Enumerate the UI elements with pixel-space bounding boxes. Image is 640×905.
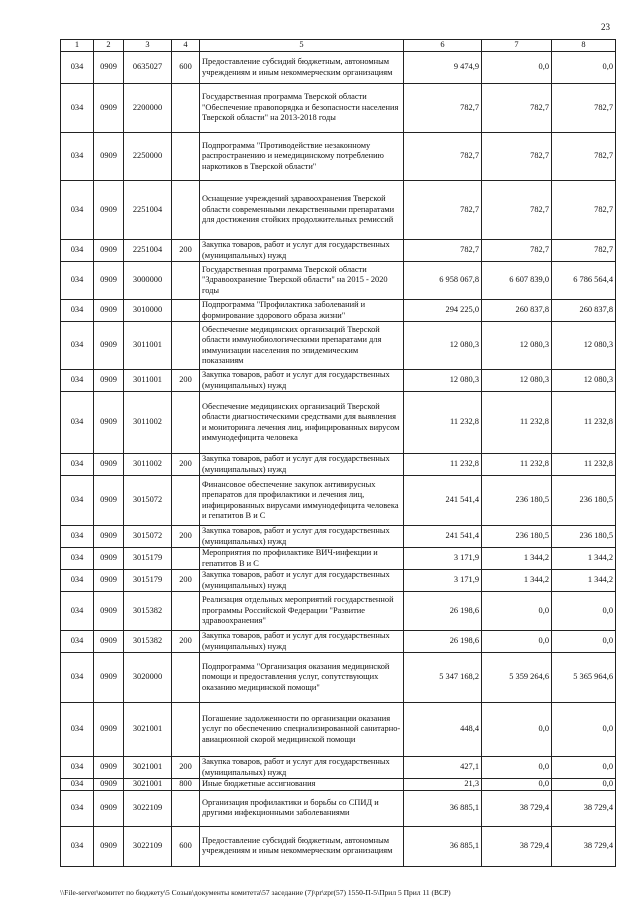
cell-section-code: 0909 xyxy=(94,262,124,300)
cell-amount-col6: 782,7 xyxy=(404,84,482,133)
cell-description: Предоставление субсидий бюджетным, автономным учреждениям и иным некоммерческим организациям xyxy=(200,826,404,866)
cell-ministry-code: 034 xyxy=(61,392,94,454)
table-row xyxy=(61,653,616,703)
cell-expense-type: 800 xyxy=(172,779,200,791)
cell-description: Закупка товаров, работ и услуг для государственных (муниципальных) нужд xyxy=(200,240,404,262)
cell-target-article: 2251004 xyxy=(124,240,172,262)
table-row xyxy=(61,454,616,476)
cell-target-article: 3015382 xyxy=(124,631,172,653)
cell-description: Подпрограмма "Профилактика заболеваний и формирование здорового образа жизни" xyxy=(200,300,404,322)
cell-amount-col8: 11 232,8 xyxy=(552,392,616,454)
cell-amount-col8: 12 080,3 xyxy=(552,370,616,392)
cell-ministry-code: 034 xyxy=(61,548,94,570)
cell-amount-col8: 782,7 xyxy=(552,133,616,181)
cell-ministry-code: 034 xyxy=(61,240,94,262)
table-row xyxy=(61,262,616,300)
table-row xyxy=(61,526,616,548)
cell-expense-type xyxy=(172,322,200,370)
table-row xyxy=(61,240,616,262)
cell-amount-col7: 0,0 xyxy=(482,703,552,757)
cell-description: Закупка товаров, работ и услуг для государственных (муниципальных) нужд xyxy=(200,570,404,592)
cell-ministry-code: 034 xyxy=(61,790,94,826)
cell-description: Государственная программа Тверской области "Обеспечение правопорядка и безопасности населения Тверской области" на 2013-2018 годы xyxy=(200,84,404,133)
cell-amount-col6: 12 080,3 xyxy=(404,322,482,370)
cell-target-article: 2251004 xyxy=(124,181,172,240)
table-row xyxy=(61,133,616,181)
table-row xyxy=(61,392,616,454)
cell-ministry-code: 034 xyxy=(61,370,94,392)
cell-amount-col6: 427,1 xyxy=(404,757,482,779)
cell-expense-type xyxy=(172,703,200,757)
table-row xyxy=(61,570,616,592)
cell-amount-col6: 294 225,0 xyxy=(404,300,482,322)
table-row xyxy=(61,52,616,84)
cell-description: Обеспечение медицинских организаций Тверской области иммунобиологическими препаратами для иммунизации населения по эпидемическим показаниям xyxy=(200,322,404,370)
cell-section-code: 0909 xyxy=(94,84,124,133)
cell-amount-col7: 782,7 xyxy=(482,181,552,240)
cell-expense-type xyxy=(172,262,200,300)
cell-expense-type xyxy=(172,84,200,133)
cell-description: Реализация отдельных мероприятий государственной программы Российской Федерации "Развитие здравоохранения" xyxy=(200,592,404,631)
cell-section-code: 0909 xyxy=(94,779,124,791)
cell-amount-col8: 5 365 964,6 xyxy=(552,653,616,703)
cell-ministry-code: 034 xyxy=(61,476,94,526)
cell-amount-col8: 782,7 xyxy=(552,181,616,240)
cell-expense-type: 200 xyxy=(172,240,200,262)
cell-ministry-code: 034 xyxy=(61,300,94,322)
cell-section-code: 0909 xyxy=(94,592,124,631)
cell-amount-col7: 236 180,5 xyxy=(482,476,552,526)
table-row xyxy=(61,322,616,370)
cell-description: Погашение задолженности по организации оказания услуг по обеспечению специализированной санитарно-авиационной скорой медицинской помощи xyxy=(200,703,404,757)
table-body xyxy=(61,52,616,867)
cell-amount-col6: 3 171,9 xyxy=(404,548,482,570)
cell-amount-col7: 0,0 xyxy=(482,757,552,779)
cell-amount-col7: 782,7 xyxy=(482,84,552,133)
footer-file-path: \\File-server\комитет по бюджету\5 Созыв\документы комитета\57 заседание (7)\pr\zpr(57) 1550-П-5\Прил 5 Прил 11 (ВСР) xyxy=(60,888,451,897)
cell-amount-col8: 11 232,8 xyxy=(552,454,616,476)
cell-amount-col8: 236 180,5 xyxy=(552,526,616,548)
cell-amount-col7: 0,0 xyxy=(482,779,552,791)
cell-amount-col8: 12 080,3 xyxy=(552,322,616,370)
cell-amount-col6: 241 541,4 xyxy=(404,476,482,526)
cell-amount-col8: 260 837,8 xyxy=(552,300,616,322)
cell-amount-col7: 38 729,4 xyxy=(482,790,552,826)
cell-ministry-code: 034 xyxy=(61,84,94,133)
cell-amount-col8: 782,7 xyxy=(552,240,616,262)
cell-ministry-code: 034 xyxy=(61,631,94,653)
cell-section-code: 0909 xyxy=(94,476,124,526)
table-row xyxy=(61,631,616,653)
cell-amount-col6: 21,3 xyxy=(404,779,482,791)
cell-target-article: 3011001 xyxy=(124,322,172,370)
cell-section-code: 0909 xyxy=(94,181,124,240)
cell-description: Закупка товаров, работ и услуг для государственных (муниципальных) нужд xyxy=(200,370,404,392)
cell-target-article: 3015179 xyxy=(124,570,172,592)
cell-amount-col8: 0,0 xyxy=(552,757,616,779)
cell-amount-col6: 782,7 xyxy=(404,240,482,262)
cell-expense-type xyxy=(172,181,200,240)
cell-expense-type xyxy=(172,790,200,826)
cell-expense-type xyxy=(172,476,200,526)
cell-amount-col8: 0,0 xyxy=(552,779,616,791)
cell-description: Организация профилактики и борьбы со СПИД и другими инфекционными заболеваниями xyxy=(200,790,404,826)
cell-ministry-code: 034 xyxy=(61,779,94,791)
cell-amount-col6: 448,4 xyxy=(404,703,482,757)
cell-target-article: 3022109 xyxy=(124,790,172,826)
cell-amount-col7: 782,7 xyxy=(482,240,552,262)
cell-expense-type: 600 xyxy=(172,52,200,84)
cell-amount-col6: 12 080,3 xyxy=(404,370,482,392)
cell-amount-col7: 38 729,4 xyxy=(482,826,552,866)
cell-amount-col6: 11 232,8 xyxy=(404,392,482,454)
cell-amount-col8: 236 180,5 xyxy=(552,476,616,526)
cell-amount-col8: 782,7 xyxy=(552,84,616,133)
cell-target-article: 3022109 xyxy=(124,826,172,866)
cell-amount-col7: 6 607 839,0 xyxy=(482,262,552,300)
cell-target-article: 3000000 xyxy=(124,262,172,300)
cell-target-article: 3011002 xyxy=(124,392,172,454)
cell-amount-col7: 236 180,5 xyxy=(482,526,552,548)
cell-amount-col8: 0,0 xyxy=(552,631,616,653)
cell-expense-type xyxy=(172,592,200,631)
budget-table xyxy=(60,39,616,867)
cell-expense-type xyxy=(172,300,200,322)
cell-amount-col6: 11 232,8 xyxy=(404,454,482,476)
cell-expense-type: 200 xyxy=(172,631,200,653)
cell-section-code: 0909 xyxy=(94,757,124,779)
cell-amount-col6: 26 198,6 xyxy=(404,631,482,653)
cell-section-code: 0909 xyxy=(94,322,124,370)
cell-target-article: 3015072 xyxy=(124,476,172,526)
cell-target-article: 3015382 xyxy=(124,592,172,631)
cell-description: Закупка товаров, работ и услуг для государственных (муниципальных) нужд xyxy=(200,526,404,548)
cell-target-article: 3021001 xyxy=(124,703,172,757)
cell-section-code: 0909 xyxy=(94,526,124,548)
cell-amount-col6: 6 958 067,8 xyxy=(404,262,482,300)
cell-section-code: 0909 xyxy=(94,52,124,84)
cell-description: Финансовое обеспечение закупок антивирусных препаратов для профилактики и лечения лиц, инфицированных вирусами иммунодефицита человека и гепатитов В и С xyxy=(200,476,404,526)
cell-amount-col6: 26 198,6 xyxy=(404,592,482,631)
cell-description: Закупка товаров, работ и услуг для государственных (муниципальных) нужд xyxy=(200,757,404,779)
cell-amount-col6: 782,7 xyxy=(404,181,482,240)
table-row xyxy=(61,84,616,133)
cell-expense-type xyxy=(172,133,200,181)
cell-target-article: 3015072 xyxy=(124,526,172,548)
cell-section-code: 0909 xyxy=(94,826,124,866)
cell-amount-col7: 260 837,8 xyxy=(482,300,552,322)
cell-description: Иные бюджетные ассигнования xyxy=(200,779,404,791)
cell-section-code: 0909 xyxy=(94,703,124,757)
table-row xyxy=(61,779,616,791)
cell-amount-col8: 38 729,4 xyxy=(552,790,616,826)
cell-amount-col7: 11 232,8 xyxy=(482,454,552,476)
cell-description: Обеспечение медицинских организаций Тверской области диагностическими средствами для выявления и мониторинга лечения лиц, инфицированных вирусом иммунодефицита человека xyxy=(200,392,404,454)
cell-amount-col8: 6 786 564,4 xyxy=(552,262,616,300)
cell-amount-col6: 241 541,4 xyxy=(404,526,482,548)
cell-description: Подпрограмма "Организация оказания медицинской помощи и предоставления услуг, сопутствующих оказанию медицинской помощи" xyxy=(200,653,404,703)
cell-section-code: 0909 xyxy=(94,570,124,592)
cell-amount-col7: 12 080,3 xyxy=(482,370,552,392)
cell-expense-type xyxy=(172,653,200,703)
column-header: 3 xyxy=(124,40,172,52)
cell-amount-col7: 1 344,2 xyxy=(482,570,552,592)
cell-amount-col7: 11 232,8 xyxy=(482,392,552,454)
cell-expense-type xyxy=(172,548,200,570)
column-header: 5 xyxy=(200,40,404,52)
cell-amount-col7: 782,7 xyxy=(482,133,552,181)
cell-ministry-code: 034 xyxy=(61,570,94,592)
table-row xyxy=(61,548,616,570)
cell-amount-col7: 0,0 xyxy=(482,52,552,84)
table-row xyxy=(61,181,616,240)
cell-description: Закупка товаров, работ и услуг для государственных (муниципальных) нужд xyxy=(200,454,404,476)
cell-ministry-code: 034 xyxy=(61,653,94,703)
cell-description: Закупка товаров, работ и услуг для государственных (муниципальных) нужд xyxy=(200,631,404,653)
cell-amount-col8: 1 344,2 xyxy=(552,570,616,592)
column-header: 7 xyxy=(482,40,552,52)
cell-section-code: 0909 xyxy=(94,240,124,262)
cell-target-article: 2250000 xyxy=(124,133,172,181)
cell-ministry-code: 034 xyxy=(61,592,94,631)
cell-ministry-code: 034 xyxy=(61,322,94,370)
cell-target-article: 3015179 xyxy=(124,548,172,570)
cell-target-article: 3010000 xyxy=(124,300,172,322)
cell-amount-col7: 1 344,2 xyxy=(482,548,552,570)
cell-target-article: 3020000 xyxy=(124,653,172,703)
cell-description: Оснащение учреждений здравоохранения Тверской области современными лекарственными препаратами для достижения стойких продолжительных ремиссий xyxy=(200,181,404,240)
cell-description: Предоставление субсидий бюджетным, автономным учреждениям и иным некоммерческим организациям xyxy=(200,52,404,84)
cell-section-code: 0909 xyxy=(94,133,124,181)
cell-amount-col8: 0,0 xyxy=(552,592,616,631)
cell-amount-col7: 0,0 xyxy=(482,592,552,631)
cell-section-code: 0909 xyxy=(94,548,124,570)
table-row xyxy=(61,370,616,392)
cell-amount-col6: 9 474,9 xyxy=(404,52,482,84)
table-row xyxy=(61,703,616,757)
table-row xyxy=(61,790,616,826)
cell-ministry-code: 034 xyxy=(61,826,94,866)
table-row xyxy=(61,300,616,322)
table-row xyxy=(61,592,616,631)
cell-expense-type: 200 xyxy=(172,370,200,392)
table-row xyxy=(61,757,616,779)
cell-amount-col8: 0,0 xyxy=(552,703,616,757)
cell-amount-col6: 3 171,9 xyxy=(404,570,482,592)
cell-expense-type: 200 xyxy=(172,454,200,476)
cell-expense-type xyxy=(172,392,200,454)
cell-amount-col7: 5 359 264,6 xyxy=(482,653,552,703)
cell-amount-col8: 38 729,4 xyxy=(552,826,616,866)
column-header: 8 xyxy=(552,40,616,52)
cell-description: Государственная программа Тверской области "Здравоохранение Тверской области" на 2015 - 2020 годы xyxy=(200,262,404,300)
cell-section-code: 0909 xyxy=(94,653,124,703)
cell-target-article: 3011001 xyxy=(124,370,172,392)
cell-amount-col6: 36 885,1 xyxy=(404,826,482,866)
cell-section-code: 0909 xyxy=(94,300,124,322)
cell-section-code: 0909 xyxy=(94,392,124,454)
cell-description: Мероприятия по профилактике ВИЧ-инфекции и гепатитов В и С xyxy=(200,548,404,570)
cell-ministry-code: 034 xyxy=(61,526,94,548)
cell-target-article: 0635027 xyxy=(124,52,172,84)
table-row xyxy=(61,826,616,866)
column-header: 2 xyxy=(94,40,124,52)
table-row xyxy=(61,476,616,526)
cell-amount-col6: 5 347 168,2 xyxy=(404,653,482,703)
column-header: 4 xyxy=(172,40,200,52)
cell-section-code: 0909 xyxy=(94,370,124,392)
cell-section-code: 0909 xyxy=(94,790,124,826)
cell-section-code: 0909 xyxy=(94,631,124,653)
column-header: 1 xyxy=(61,40,94,52)
cell-expense-type: 200 xyxy=(172,570,200,592)
cell-amount-col6: 782,7 xyxy=(404,133,482,181)
cell-target-article: 3021001 xyxy=(124,757,172,779)
cell-amount-col6: 36 885,1 xyxy=(404,790,482,826)
page-number: 23 xyxy=(601,22,610,32)
cell-target-article: 2200000 xyxy=(124,84,172,133)
cell-target-article: 3011002 xyxy=(124,454,172,476)
cell-ministry-code: 034 xyxy=(61,133,94,181)
cell-amount-col7: 12 080,3 xyxy=(482,322,552,370)
cell-target-article: 3021001 xyxy=(124,779,172,791)
cell-ministry-code: 034 xyxy=(61,52,94,84)
cell-amount-col8: 0,0 xyxy=(552,52,616,84)
cell-ministry-code: 034 xyxy=(61,262,94,300)
column-header: 6 xyxy=(404,40,482,52)
cell-ministry-code: 034 xyxy=(61,181,94,240)
cell-ministry-code: 034 xyxy=(61,703,94,757)
cell-amount-col7: 0,0 xyxy=(482,631,552,653)
cell-expense-type: 200 xyxy=(172,526,200,548)
cell-amount-col8: 1 344,2 xyxy=(552,548,616,570)
cell-expense-type: 600 xyxy=(172,826,200,866)
header-row xyxy=(61,40,616,52)
cell-description: Подпрограмма "Противодействие незаконному распространению и немедицинскому потреблению наркотиков в Тверской области" xyxy=(200,133,404,181)
cell-ministry-code: 034 xyxy=(61,454,94,476)
cell-ministry-code: 034 xyxy=(61,757,94,779)
cell-expense-type: 200 xyxy=(172,757,200,779)
cell-section-code: 0909 xyxy=(94,454,124,476)
